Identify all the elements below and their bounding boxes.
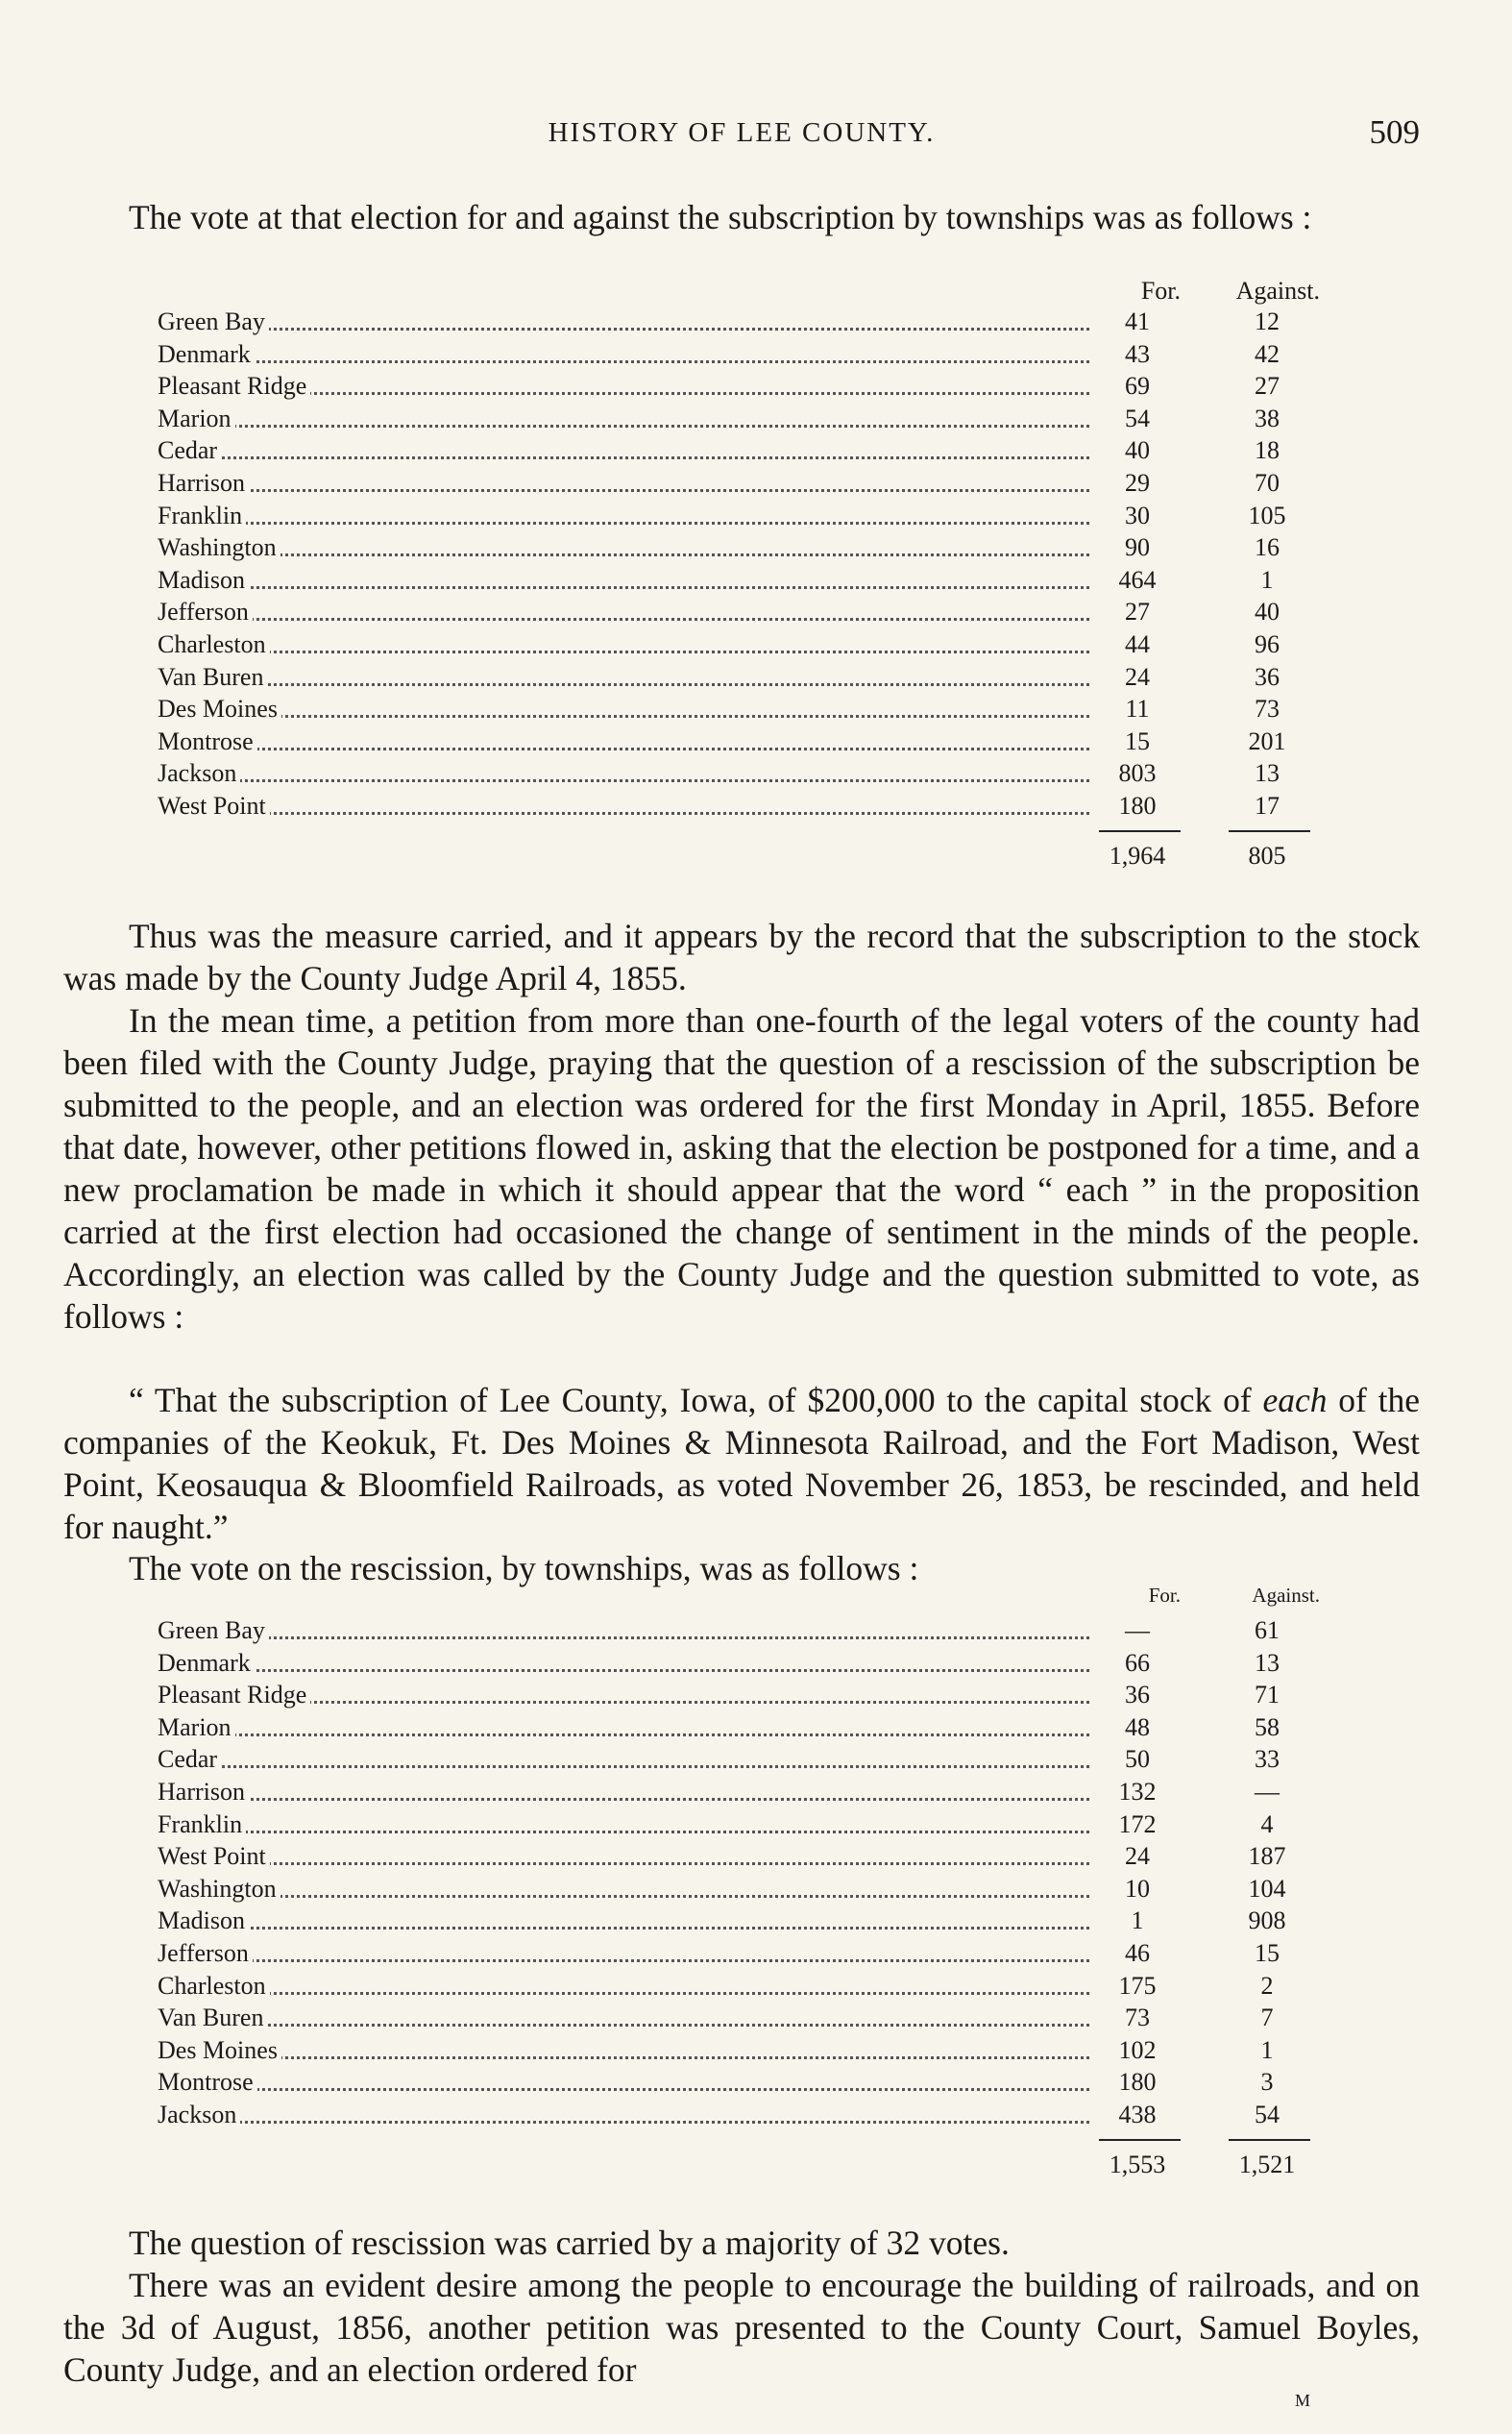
township-name: Franklin — [158, 1808, 246, 1841]
township-name: Jackson — [158, 757, 240, 790]
against-count: 40 — [1255, 598, 1280, 627]
against-count: 201 — [1248, 726, 1286, 755]
dot-leader — [158, 360, 1089, 363]
table-row — [158, 2034, 1320, 2067]
against-count: 1 — [1260, 565, 1274, 594]
for-count: 180 — [1118, 2068, 1157, 2097]
table-row — [158, 2002, 1320, 2034]
resolution-quote-paragraph — [63, 1379, 1420, 1548]
table-row — [158, 338, 1320, 371]
township-name: Jefferson — [158, 1937, 253, 1970]
dot-leader — [158, 1831, 1089, 1833]
total-for: 1,964 — [1109, 841, 1166, 870]
dot-leader — [158, 748, 1089, 750]
table-row — [158, 467, 1320, 500]
for-count: 10 — [1125, 1874, 1150, 1903]
township-name: Washington — [158, 1873, 280, 1905]
dot-leader — [158, 1669, 1089, 1672]
table-row — [158, 2066, 1320, 2099]
against-count: 71 — [1255, 1681, 1280, 1709]
total-against: 1,521 — [1238, 2150, 1296, 2178]
dot-leader — [158, 1765, 1089, 1768]
township-name: Jackson — [158, 2099, 240, 2131]
dot-leader — [158, 715, 1089, 718]
against-count: 38 — [1255, 404, 1280, 432]
against-count: 61 — [1255, 1616, 1280, 1644]
township-name: Pleasant Ridge — [158, 370, 310, 403]
for-count: 43 — [1125, 339, 1150, 368]
township-name: Denmark — [158, 338, 255, 371]
column-against-header: Against. — [1252, 1584, 1320, 1607]
table-row — [158, 531, 1320, 564]
dot-leader — [158, 456, 1089, 459]
majority-paragraph: The question of rescission was carried by a majority of 32 votes. — [129, 2224, 1010, 2262]
dot-leader — [158, 586, 1089, 589]
township-name: Madison — [158, 564, 249, 597]
for-count: 132 — [1118, 1778, 1157, 1806]
dot-leader — [158, 2024, 1089, 2027]
table-row — [158, 1873, 1320, 1905]
for-count: 172 — [1118, 1809, 1157, 1838]
table-row — [158, 1937, 1320, 1970]
table-row — [158, 370, 1320, 403]
table-row — [158, 1840, 1320, 1873]
dot-leader — [158, 553, 1089, 556]
for-count: 1 — [1131, 1906, 1144, 1935]
table-row — [158, 434, 1320, 467]
for-count: 438 — [1118, 2101, 1157, 2128]
township-name: Van Buren — [158, 661, 267, 694]
for-count: 24 — [1125, 1842, 1150, 1871]
against-count: 15 — [1255, 1939, 1280, 1967]
table-row — [158, 1679, 1320, 1711]
dot-leader — [158, 683, 1089, 686]
township-name: Montrose — [158, 725, 257, 758]
dot-leader — [158, 618, 1089, 621]
dot-leader — [158, 1927, 1089, 1930]
table-row — [158, 693, 1320, 725]
township-name: Harrison — [158, 1776, 249, 1808]
against-count: 70 — [1255, 469, 1280, 497]
table-header — [158, 1584, 1320, 1612]
against-count: 2 — [1260, 1971, 1274, 2000]
township-name: Cedar — [158, 434, 221, 467]
against-count: 7 — [1260, 2004, 1274, 2032]
dot-leader — [158, 2056, 1089, 2059]
table-row — [158, 757, 1320, 790]
sum-rule-against — [1229, 2139, 1310, 2141]
for-count: 102 — [1118, 2035, 1157, 2064]
for-count: 803 — [1118, 759, 1157, 788]
table-row — [158, 306, 1320, 338]
against-count: 4 — [1260, 1809, 1274, 1838]
township-name: Madison — [158, 1905, 249, 1937]
against-count: 3 — [1260, 2068, 1274, 2097]
table-header — [158, 277, 1320, 306]
for-count: 66 — [1125, 1648, 1150, 1677]
township-name: Des Moines — [158, 693, 281, 725]
township-name: Van Buren — [158, 2002, 267, 2034]
table-row — [158, 1743, 1320, 1776]
for-count: 48 — [1125, 1712, 1150, 1741]
against-count: 908 — [1248, 1906, 1286, 1935]
dot-leader — [158, 1862, 1089, 1865]
against-count: — — [1255, 1778, 1280, 1806]
table-row — [158, 1711, 1320, 1744]
sum-rule-for — [1099, 830, 1181, 832]
against-count: 1 — [1260, 2035, 1274, 2064]
against-count: 42 — [1255, 339, 1280, 368]
page-header — [63, 113, 1420, 152]
for-count: 464 — [1118, 565, 1157, 594]
total-for: 1,553 — [1109, 2150, 1166, 2178]
page-number: 509 — [1369, 113, 1420, 151]
dot-leader — [158, 651, 1089, 653]
against-count: 16 — [1255, 533, 1280, 562]
dot-leader — [158, 1959, 1089, 1962]
table-row — [158, 1970, 1320, 2003]
dot-leader — [158, 328, 1089, 331]
township-name: Marion — [158, 403, 235, 435]
measure-carried-paragraph: Thus was the measure carried, and it appears by the record that the subscription to the stock was made by the County Judge April 4, 1855. — [63, 917, 1420, 997]
for-count: 24 — [1125, 662, 1150, 691]
dot-leader — [158, 1733, 1089, 1736]
table-row — [158, 725, 1320, 758]
township-name: Pleasant Ridge — [158, 1679, 310, 1711]
table-row — [158, 661, 1320, 694]
against-count: 54 — [1255, 2101, 1280, 2128]
for-count: 11 — [1125, 695, 1150, 724]
for-count: 40 — [1125, 436, 1150, 465]
township-name: Cedar — [158, 1743, 221, 1776]
dot-leader — [158, 1895, 1089, 1898]
table-row — [158, 500, 1320, 532]
for-count: 41 — [1125, 307, 1150, 335]
intro-paragraph: The vote at that election for and against the subscription by townships was as follows : — [129, 198, 1312, 236]
dot-leader — [158, 1636, 1089, 1639]
against-count: 27 — [1255, 372, 1280, 401]
table-row — [158, 628, 1320, 661]
against-count: 36 — [1255, 662, 1280, 691]
dot-leader — [158, 812, 1089, 815]
quote-start: “ That the subscription of Lee County, Iowa, of $200,000 to the capital stock of — [129, 1381, 1263, 1419]
for-count: 15 — [1125, 726, 1150, 755]
township-name: Montrose — [158, 2066, 257, 2099]
for-count: 73 — [1125, 2004, 1150, 2032]
column-for-header: For. — [1148, 1584, 1181, 1607]
against-count: 58 — [1255, 1712, 1280, 1741]
against-count: 104 — [1248, 1874, 1286, 1903]
table-row — [158, 1905, 1320, 1937]
signature-mark: M — [1294, 2391, 1310, 2410]
against-count: 13 — [1255, 1648, 1280, 1677]
for-count: 36 — [1125, 1681, 1150, 1709]
total-against: 805 — [1248, 841, 1286, 870]
sum-rule-against — [1229, 830, 1310, 832]
township-name: Denmark — [158, 1647, 255, 1680]
dot-leader — [158, 522, 1089, 525]
quote-end: of the companies of the Keokuk, Ft. Des Moines & Minnesota Railroad, and the Fort Madison, West Point, Keosauqua & Bloomfield Railroads, as voted November 26, 1853, be rescinded, and held for naught.” — [63, 1381, 1420, 1546]
for-count: — — [1125, 1616, 1150, 1644]
for-count: 175 — [1118, 1971, 1157, 2000]
petition-paragraph: In the mean time, a petition from more than one-fourth of the legal voters of the county had been filed with the County Judge, praying that the question of a rescission of the subscription be submitted to the people, and an election was ordered for the first Monday in April, 1855. Before that date, however, other petitions flowed in, asking that the election be postponed for a time, and a new proclamation be made in which it should appear that the word “ each ” in the proposition carried at the first election had occasioned the change of sentiment in the minds of the people. Accordingly, an election was called by the County Judge and the question submitted to vote, as follows : — [63, 1001, 1420, 1336]
table-row — [158, 1808, 1320, 1841]
township-name: West Point — [158, 790, 270, 823]
for-count: 50 — [1125, 1745, 1150, 1774]
table-row — [158, 2099, 1320, 2131]
township-name: Marion — [158, 1711, 235, 1744]
dot-leader — [158, 1992, 1089, 1995]
table-row — [158, 564, 1320, 597]
dot-leader — [158, 1798, 1089, 1801]
township-name: Green Bay — [158, 306, 269, 338]
for-count: 180 — [1118, 792, 1157, 820]
for-count: 27 — [1125, 598, 1150, 627]
dot-leader — [158, 779, 1089, 782]
dot-leader — [158, 2088, 1089, 2091]
dot-leader — [158, 425, 1089, 428]
column-against-header: Against. — [1235, 277, 1320, 305]
township-name: Charleston — [158, 1970, 270, 2003]
table-row — [158, 1614, 1320, 1647]
for-count: 44 — [1125, 630, 1150, 658]
for-count: 54 — [1125, 404, 1150, 432]
dot-leader — [158, 489, 1089, 492]
township-name: Charleston — [158, 628, 270, 661]
table-row — [158, 403, 1320, 435]
rescission-intro-paragraph: The vote on the rescission, by townships, was as follows : — [129, 1549, 919, 1587]
table-row — [158, 1647, 1320, 1680]
township-name: Harrison — [158, 467, 249, 500]
for-count: 30 — [1125, 501, 1150, 529]
against-count: 105 — [1248, 501, 1286, 529]
table-row — [158, 596, 1320, 628]
against-count: 73 — [1255, 695, 1280, 724]
emphasized-word: each — [1262, 1381, 1328, 1419]
against-count: 33 — [1255, 1745, 1280, 1774]
for-count: 29 — [1125, 469, 1150, 497]
township-name: Green Bay — [158, 1614, 269, 1647]
for-count: 46 — [1125, 1939, 1150, 1967]
dot-leader — [158, 2121, 1089, 2124]
for-count: 69 — [1125, 372, 1150, 401]
sum-rule-for — [1099, 2139, 1181, 2141]
township-name: Franklin — [158, 500, 246, 532]
township-name: Washington — [158, 531, 280, 564]
township-name: Jefferson — [158, 596, 253, 628]
against-count: 17 — [1255, 792, 1280, 820]
against-count: 187 — [1248, 1842, 1286, 1871]
township-name: Des Moines — [158, 2034, 281, 2067]
against-count: 12 — [1255, 307, 1280, 335]
table-row — [158, 1776, 1320, 1808]
running-head: HISTORY OF LEE COUNTY. — [548, 117, 936, 148]
against-count: 18 — [1255, 436, 1280, 465]
table-row — [158, 790, 1320, 823]
railroads-paragraph: There was an evident desire among the people to encourage the building of railroads, and on the 3d of August, 1856, another petition was presented to the County Court, Samuel Boyles, County Judge, and an election ordered for — [63, 2266, 1420, 2389]
against-count: 13 — [1255, 759, 1280, 788]
township-name: West Point — [158, 1840, 270, 1873]
for-count: 90 — [1125, 533, 1150, 562]
column-for-header: For. — [1140, 277, 1181, 305]
against-count: 96 — [1255, 630, 1280, 658]
